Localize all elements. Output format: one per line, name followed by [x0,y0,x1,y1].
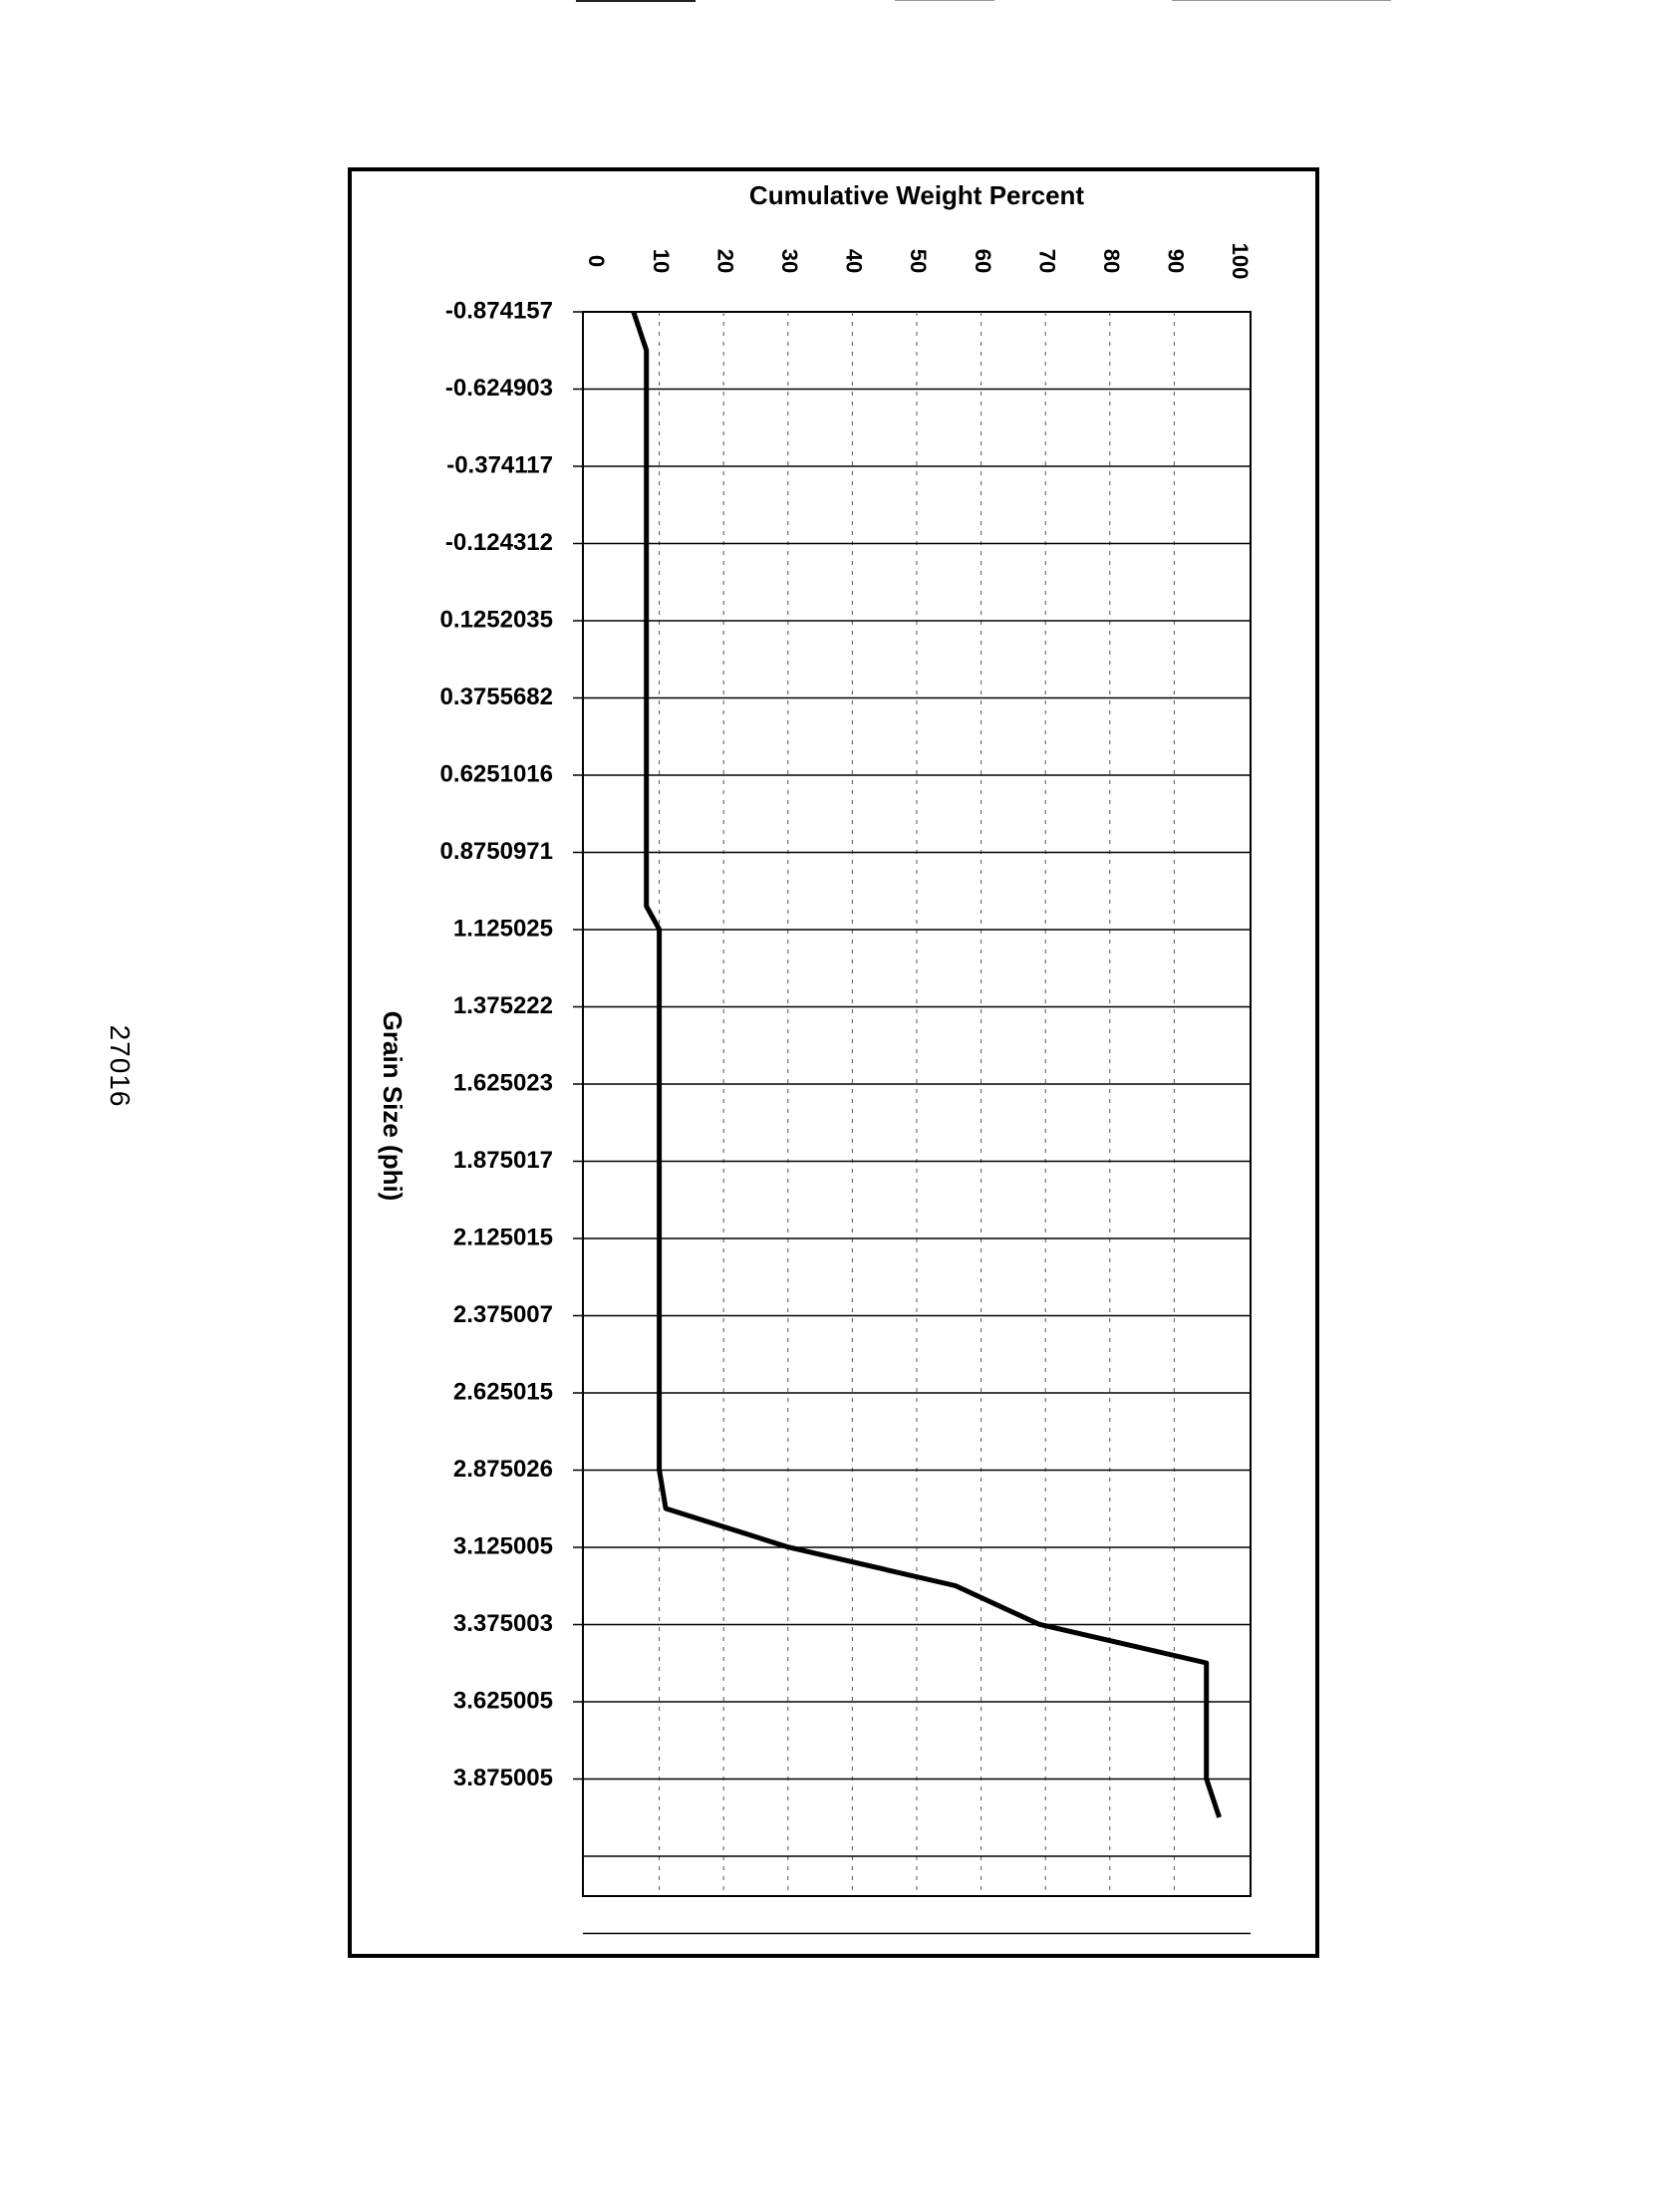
value-tick-label: 30 [776,248,802,274]
series-line [634,312,1220,1817]
category-tick-label: -0.624903 [444,374,553,402]
value-tick-label: 0 [584,254,610,268]
category-tick-label: 1.875017 [452,1146,553,1174]
category-tick-label: 1.375222 [452,991,553,1019]
value-tick-label: 20 [712,248,738,274]
value-tick-label: 90 [1163,248,1189,274]
category-tick-label: 0.8750971 [439,837,553,865]
category-tick-label: 1.625023 [452,1069,553,1097]
category-axis-label: Grain Size (phi) [378,1010,408,1202]
category-tick-label: 3.875005 [452,1764,553,1791]
value-tick-label: 40 [841,248,867,274]
category-tick-label: 0.1252035 [439,606,553,634]
chart-title: Cumulative Weight Percent [748,180,1085,210]
value-tick-label: 70 [1034,248,1060,274]
category-tick-label: 2.375007 [452,1300,553,1328]
category-tick-label: 3.375003 [452,1609,553,1637]
category-tick-label: 1.125025 [452,915,553,943]
category-tick-label: -0.124312 [444,528,553,556]
category-tick-label: -0.874157 [444,297,553,325]
category-tick-label: -0.374117 [446,451,553,479]
value-tick-label: 50 [906,248,932,274]
value-tick-label: 10 [648,248,674,274]
category-tick-label: 2.625015 [452,1378,553,1406]
category-tick-label: 0.3755682 [439,683,553,710]
value-tick-label: 60 [970,248,995,274]
category-tick-label: 3.125005 [452,1532,553,1560]
category-tick-label: 2.125015 [452,1224,553,1251]
page-id: 27016 [105,1024,136,1108]
value-tick-label: 80 [1098,248,1124,274]
category-tick-label: 2.875026 [452,1455,553,1483]
value-tick-label: 100 [1228,242,1254,280]
category-tick-label: 3.625005 [452,1687,553,1715]
category-tick-label: 0.6251016 [439,760,553,788]
